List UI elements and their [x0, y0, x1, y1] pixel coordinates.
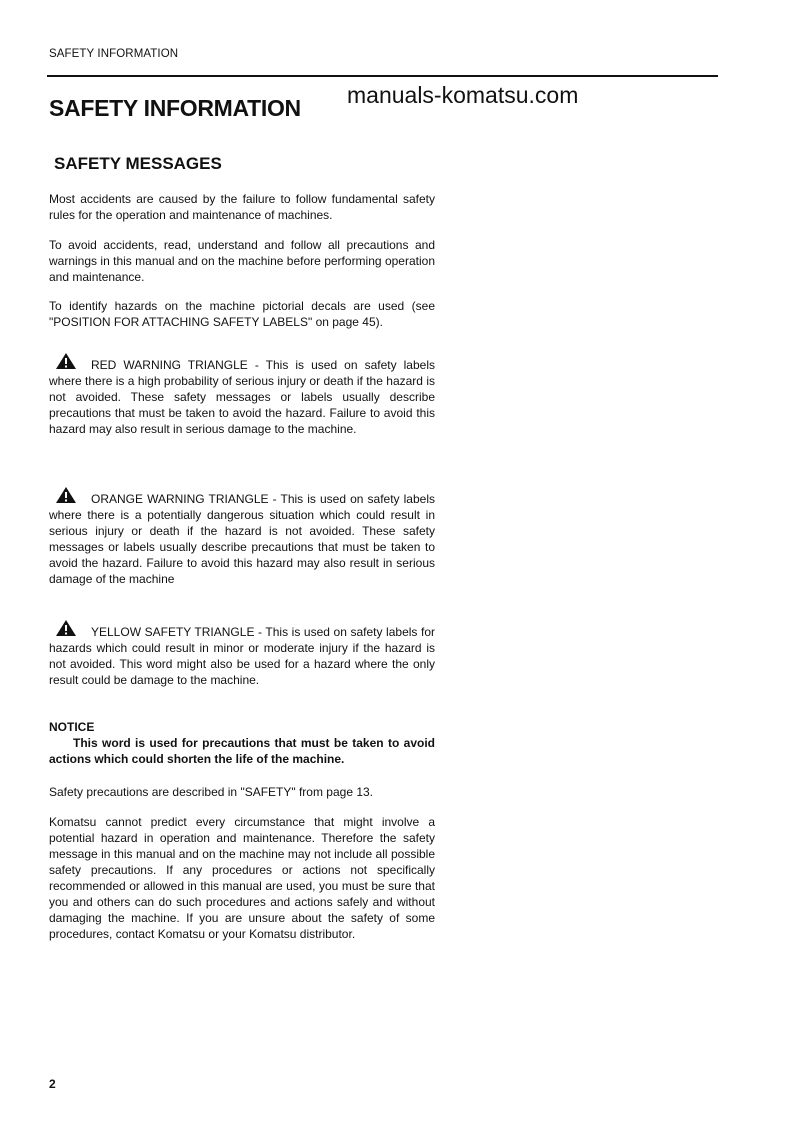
paragraph-komatsu-disclaimer: Komatsu cannot predict every circumstance that might involve a potential hazard in operation and maintenance. Therefore the safety message in this manual and on the machine may not include all possible safety precautions. If any procedures or actions not specifically recommended or allowed in this manual are used, you must be sure that you and others can do such procedures and actions safely and without damaging the machine. If you are unsure about the safety of some procedures, contact Komatsu or your Komatsu distributor.	[49, 815, 435, 941]
warning-paragraph	[49, 352, 435, 437]
paragraph-safety-precautions: Safety precautions are described in "SAFETY" from page 13.	[49, 785, 374, 799]
warning-triangle-icon	[55, 352, 77, 370]
notice-text: This word is used for precautions that must be taken to avoid actions which could shorten the life of the machine.	[49, 736, 435, 766]
warning-text-yellow: YELLOW SAFETY TRIANGLE - This is used on safety labels for hazards which could result in minor or moderate injury if the hazard is not avoided. This word might also be used for a hazard where the only result could be damage to the machine.	[49, 625, 435, 687]
watermark-text: manuals-komatsu.com	[347, 82, 579, 108]
header-rule	[47, 75, 718, 77]
paragraph-accidents: Most accidents are caused by the failure to follow fundamental safety rules for the operation and maintenance of machines.	[49, 192, 435, 222]
page-title: SAFETY INFORMATION	[49, 95, 301, 121]
section-title: SAFETY MESSAGES	[54, 154, 222, 173]
warning-text-red: RED WARNING TRIANGLE - This is used on safety labels where there is a high probability of serious injury or death if the hazard is not avoided. These safety messages or labels usually describe precautions that must be taken to avoid the hazard. Failure to avoid this hazard may also result in serious damage to the machine.	[49, 358, 435, 436]
intro-paragraph-3	[49, 298, 435, 330]
warning-block-yellow	[49, 619, 435, 688]
warning-triangle-icon	[55, 486, 77, 504]
warning-text-orange: ORANGE WARNING TRIANGLE - This is used on safety labels where there is a potentially dangerous situation which could result in serious injury or death if the hazard is not avoided. These safety messages or labels usually describe precautions that must be taken to avoid the hazard. Failure to avoid this hazard may also result in serious damage of the machine	[49, 492, 435, 586]
warning-triangle-icon	[55, 619, 77, 637]
warning-block-red	[49, 352, 435, 437]
intro-paragraph-2	[49, 237, 435, 285]
running-head: SAFETY INFORMATION	[49, 48, 179, 60]
page-number: 2	[49, 1077, 56, 1091]
paragraph-avoid-accidents: To avoid accidents, read, understand and follow all precautions and warnings in this manual and on the machine before performing operation and maintenance.	[49, 238, 435, 284]
notice-block	[49, 719, 435, 767]
warning-paragraph	[49, 619, 435, 688]
notice-label: NOTICE	[49, 720, 95, 734]
warning-paragraph	[49, 486, 435, 587]
intro-paragraphs	[49, 191, 435, 223]
warning-block-orange	[49, 486, 435, 587]
paragraph-pictorial-decals: To identify hazards on the machine pictorial decals are used (see "POSITION FOR ATTACHING SAFETY LABELS" on page 45).	[49, 299, 435, 329]
closing-paragraph-2	[49, 814, 435, 942]
closing-paragraph-1	[49, 784, 435, 800]
